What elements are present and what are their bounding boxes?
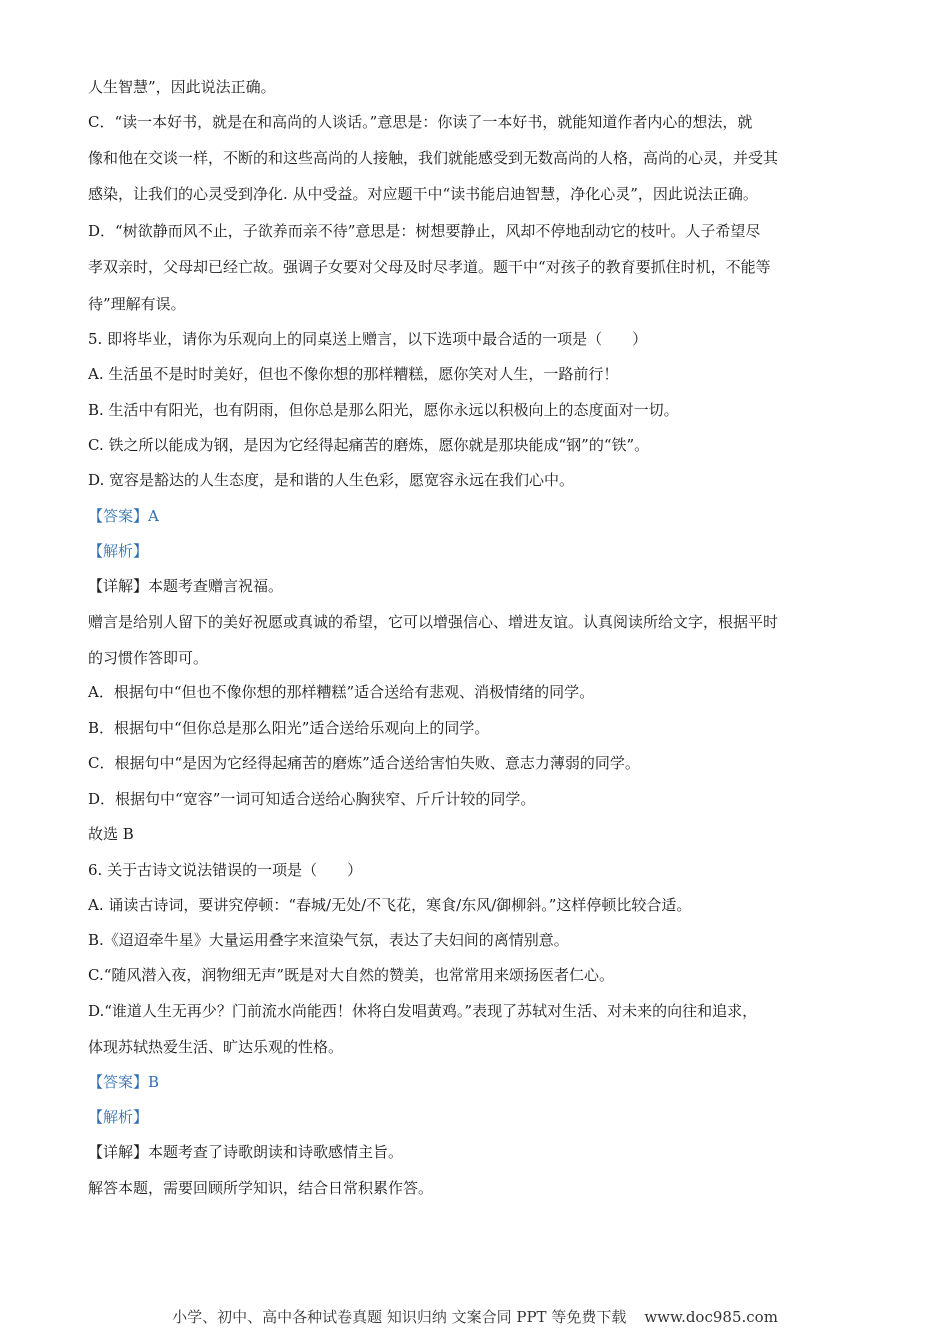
footer-text: 小学、初中、高中各种试卷真题 知识归纳 文案合同 PPT 等免费下载: [172, 1308, 627, 1326]
text-line: D．“树欲静而风不止，子欲养而亲不待”意思是：树想要静止，风却不停地刮动它的枝叶。人子希望尽: [88, 222, 761, 240]
option-b: B.《迢迢牵牛星》大量运用叠字来渲染气氛，表达了夫妇间的离情别意。: [88, 931, 569, 949]
text-line: 感染，让我们的心灵受到净化. 从中受益。对应题干中“读书能启迪智慧，净化心灵”，因此说法正确。: [88, 185, 758, 203]
detail-line: 【详解】本题考查了诗歌朗读和诗歌感情主旨。: [88, 1143, 404, 1161]
detail-line: 【详解】本题考查赠言祝福。: [88, 577, 284, 595]
text-line: 解答本题，需要回顾所学知识，结合日常积累作答。: [88, 1179, 434, 1197]
option-d: D. 宽容是豁达的人生态度，是和谐的人生色彩，愿宽容永远在我们心中。: [88, 471, 575, 489]
text-line: 待”理解有误。: [88, 295, 186, 313]
text-line: A．根据句中“但也不像你想的那样糟糕”适合送给有悲观、消极情绪的同学。: [88, 683, 595, 701]
answer-label: 【答案】B: [88, 1073, 160, 1091]
analysis-label: 【解析】: [88, 1108, 149, 1126]
option-c: C.“随风潜入夜，润物细无声”既是对大自然的赞美，也常常用来颂扬医者仁心。: [88, 966, 615, 984]
text-line: B．根据句中“但你总是那么阳光”适合送给乐观向上的同学。: [88, 719, 490, 737]
answer-label: 【答案】A: [88, 507, 159, 525]
text-line: D．根据句中“宽容”一词可知适合送给心胸狭窄、斤斤计较的同学。: [88, 790, 536, 808]
text-line: 赠言是给别人留下的美好祝愿或真诚的希望，它可以增强信心、增进友谊。认真阅读所给文字，根据平时: [88, 613, 779, 631]
question-6-stem: 6. 关于古诗文说法错误的一项是（ ）: [88, 861, 363, 879]
footer-url[interactable]: www.doc985.com: [644, 1308, 778, 1326]
text-line: 像和他在交谈一样，不断的和这些高尚的人接触，我们就能感受到无数高尚的人格，高尚的心灵，并受其: [88, 149, 779, 167]
text-line: 故选 B: [88, 825, 134, 843]
text-line: 的习惯作答即可。: [88, 649, 209, 667]
text-line: C．根据句中“是因为它经得起痛苦的磨炼”适合送给害怕失败、意志力薄弱的同学。: [88, 754, 640, 772]
analysis-label: 【解析】: [88, 542, 149, 560]
question-5-stem: 5. 即将毕业，请你为乐观向上的同桌送上赠言，以下选项中最合适的一项是（ ）: [88, 330, 648, 348]
option-a: A. 生活虽不是时时美好，但也不像你想的那样糟糕，愿你笑对人生，一路前行！: [88, 365, 619, 383]
option-c: C. 铁之所以能成为钢，是因为它经得起痛苦的磨炼，愿你就是那块能成“钢”的“铁”。: [88, 436, 650, 454]
page-footer: [0, 1306, 950, 1327]
text-line: C．“读一本好书，就是在和高尚的人谈话。”意思是：你读了一本好书，就能知道作者内心的想法，就: [88, 113, 753, 131]
text-line: 孝双亲时，父母却已经亡故。强调子女要对父母及时尽孝道。题干中“对孩子的教育要抓住时机，不能等: [88, 258, 771, 276]
option-a: A. 诵读古诗词，要讲究停顿：“春城/无处/不飞花，寒食/东风/御柳斜。”这样停顿比较合适。: [88, 896, 692, 914]
option-b: B. 生活中有阳光，也有阴雨，但你总是那么阳光，愿你永远以积极向上的态度面对一切。: [88, 401, 679, 419]
option-d: D.“谁道人生无再少？门前流水尚能西！休将白发唱黄鸡。”表现了苏轼对生活、对未来的向往和追求，: [88, 1002, 758, 1020]
text-line: 人生智慧”，因此说法正确。: [88, 78, 276, 96]
text-line: 体现苏轼热爱生活、旷达乐观的性格。: [88, 1038, 344, 1056]
